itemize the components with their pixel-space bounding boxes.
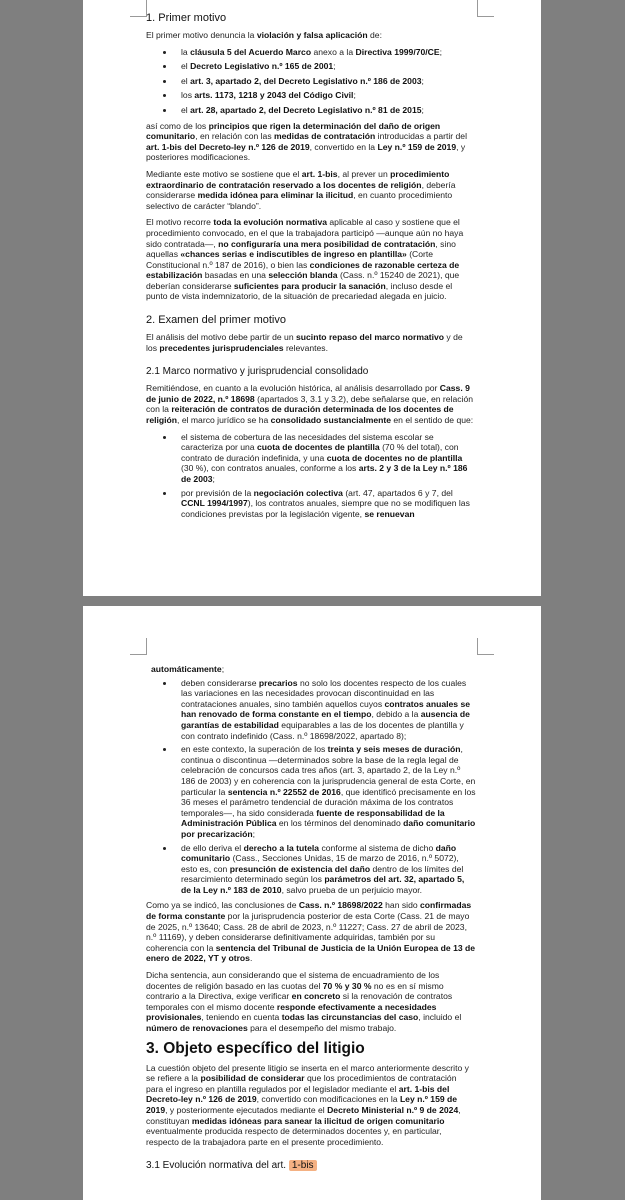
list-item: • los arts. 1173, 1218 y 2043 del Código Civil; — [175, 90, 476, 101]
bullet-list — [146, 47, 476, 116]
section-heading: 2. Examen del primer motivo — [146, 314, 286, 327]
section-heading: 1. Primer motivo — [146, 12, 227, 24]
continued-text: automáticamente; — [151, 664, 225, 674]
crop-mark-top-right — [477, 638, 494, 655]
paragraph: Mediante este motivo se sostiene que el art. 1-bis, al prever un procedimiento extraordinario de contratación reservado a los docentes de religión, debería considerarse medida idónea para eliminar la ilicitud, en cuanto procedimiento selectivo de carácter “blando”. — [146, 168, 456, 211]
list-item: • el art. 28, apartado 2, del Decreto Legislativo n.º 81 de 2015; — [175, 105, 476, 116]
paragraph: El análisis del motivo debe partir de un sucinto repaso del marco normativo y de los precedentes jurisprudenciales relevantes. — [146, 332, 463, 353]
paragraph: Remitiéndose, en cuanto a la evolución histórica, al análisis desarrollado por Cass. 9 de junio de 2022, n.º 18698 (apartados 3, 3.1 y 3.2), debe señalarse que, en relación con la reiteración de contratos de duración determinada de los docentes de religión, el marco jurídico se ha consolidado sustancialmente en el sentido de que: — [146, 383, 474, 426]
list-item: • la cláusula 5 del Acuerdo Marco anexo a la Directiva 1999/70/CE; — [175, 47, 476, 58]
paragraph: así como de los principios que rigen la determinación del daño de origen comunitario, en relación con las medidas de contratación introducidas a partir del art. 1-bis del Decreto-ley n.º 126 de 2019, convertido en la Ley n.º 159 de 2019, y posteriores modificaciones. — [146, 120, 467, 163]
list-item: • por previsión de la negociación colectiva (art. 47, apartados 6 y 7, del CCNL 1994/1997), los contratos anuales, siempre que no se modifiquen las condiciones previstas por la legislación vigente, se renuevan — [175, 488, 476, 520]
document-page-2 — [83, 606, 541, 1200]
list-item: • de ello deriva el derecho a la tutela conforme al sistema de dicho daño comunitario (Cass., Secciones Unidas, 15 de marzo de 2016, n.º 5072), esto es, con presunción de existencia del daño dentro de los límites del resarcimiento determinado según los parámetros del art. 32, apartado 5, de la Ley n.º 183 de 2010, salvo prueba de un perjuicio mayor. — [175, 843, 476, 896]
list-item: • el Decreto Legislativo n.º 165 de 2001; — [175, 61, 476, 72]
subsection-heading: 3.1 Evolución normativa del art. 1-bis — [146, 1159, 476, 1172]
paragraph: Dicha sentencia, aun considerando que el sistema de encuadramiento de los docentes de religión basado en las cuotas del 70 % y 30 % no es en sí mismo contrario a la Directiva, exige verificar en concreto si la renovación de contratos temporales con el mismo docente responde efectivamente a necesidades provisionales, teniendo en cuenta todas las circunstancias del caso, incluido el número de renovaciones para el desempeño del mismo trabajo. — [146, 970, 462, 1033]
paragraph: El primer motivo denuncia la violación y falsa aplicación de: — [146, 30, 382, 40]
subsection-heading: 2.1 Marco normativo y jurisprudencial consolidado — [146, 366, 369, 378]
crop-mark-top-right — [477, 0, 494, 17]
list-item: • el sistema de cobertura de las necesidades del sistema escolar se caracteriza por una cuota de docentes de plantilla (70 % del total), con contrato de duración indefinida, y una cuota de docentes no de plantilla (30 %), con contratos anuales, conforme a los arts. 2 y 3 de la Ley n.º 186 de 2003; — [175, 432, 476, 485]
search-highlight: 1-bis — [289, 1160, 317, 1171]
bullet-list — [146, 678, 476, 896]
paragraph: El motivo recorre toda la evolución normativa aplicable al caso y sostiene que el procedimiento convocado, en el que la trabajadora participó —aunque aún no haya sido contratada—, no configuraría una mera posibilidad de contratación, sino aquellas «chances serias e indiscutibles de ingreso en plantilla» (Corte Constitucional n.º 187 de 2016), o bien las condiciones de razonable certeza de estabilización basadas en una selección blanda (Cass. n.º 15240 de 2021), que deberían considerarse suficientes para producir la sanación, incluso desde el punto de vista indemnizatorio, de la situación de precariedad alegada en juicio. — [146, 217, 464, 302]
paragraph: Como ya se indicó, las conclusiones de Cass. n.º 18698/2022 han sido confirmadas de forma constante por la jurisprudencia posterior de esta Corte (Cass. 21 de mayo de 2025, n.º 13640; Cass. 28 de abril de 2023, n.º 11227; Cass. 27 de abril de 2023, n.º 11169), y deben considerarse definitivamente adquiridas, también por su coherencia con la sentencia del Tribunal de Justicia de la Unión Europea de 13 de enero de 2022, YT y otros. — [146, 900, 476, 964]
paragraph: La cuestión objeto del presente litigio se inserta en el marco anteriormente descrito y se refiere a la posibilidad de considerar que los procedimientos de contratación para el ingreso en plantilla regulados por el legislador mediante el art. 1-bis del Decreto-ley n.º 126 de 2019, convertido con modificaciones en la Ley n.º 159 de 2019, y posteriormente ejecutados mediante el Decreto Ministerial n.º 9 de 2024, constituyan medidas idóneas para sanear la ilicitud de origen comunitario eventualmente producida respecto de determinados docentes y, en particular, respecto de la trabajadora parte en el presente procedimiento. — [146, 1062, 469, 1147]
bullet-list — [146, 432, 476, 520]
crop-mark-top-left — [130, 0, 147, 17]
section-heading: 3. Objeto específico del litigio — [146, 1039, 365, 1057]
list-item: • en este contexto, la superación de los treinta y seis meses de duración, continua o discontinua —determinados sobre la base de la regla legal de celebración de concursos cada tres años (art. 3, apartado 2, de la Ley n.º 186 de 2003) y en coherencia con la jurisprudencia general de esta Corte, en particular la sentencia n.º 22552 de 2016, que identificó precisamente en los 36 meses el parámetro tendencial de duración máxima de los contratos temporales—, ha sido considerada fuente de responsabilidad de la Administración Pública en los términos del denominado daño comunitario por precarización; — [175, 744, 476, 839]
list-item: • deben considerarse precarios no solo los docentes respecto de los cuales las variaciones en las necesidades provocan discontinuidad en las contrataciones anuales, sino también aquellos cuyos contratos anuales se han renovado de forma constante en el tiempo, debido a la ausencia de garantías de estabilidad equiparables a las de los docentes de plantilla y con contrato indefinido (Cass. n.º 18698/2022, apartado 8); — [175, 678, 476, 742]
list-item: • el art. 3, apartado 2, del Decreto Legislativo n.º 186 de 2003; — [175, 76, 476, 87]
crop-mark-top-left — [130, 638, 147, 655]
document-page-1 — [83, 0, 541, 596]
